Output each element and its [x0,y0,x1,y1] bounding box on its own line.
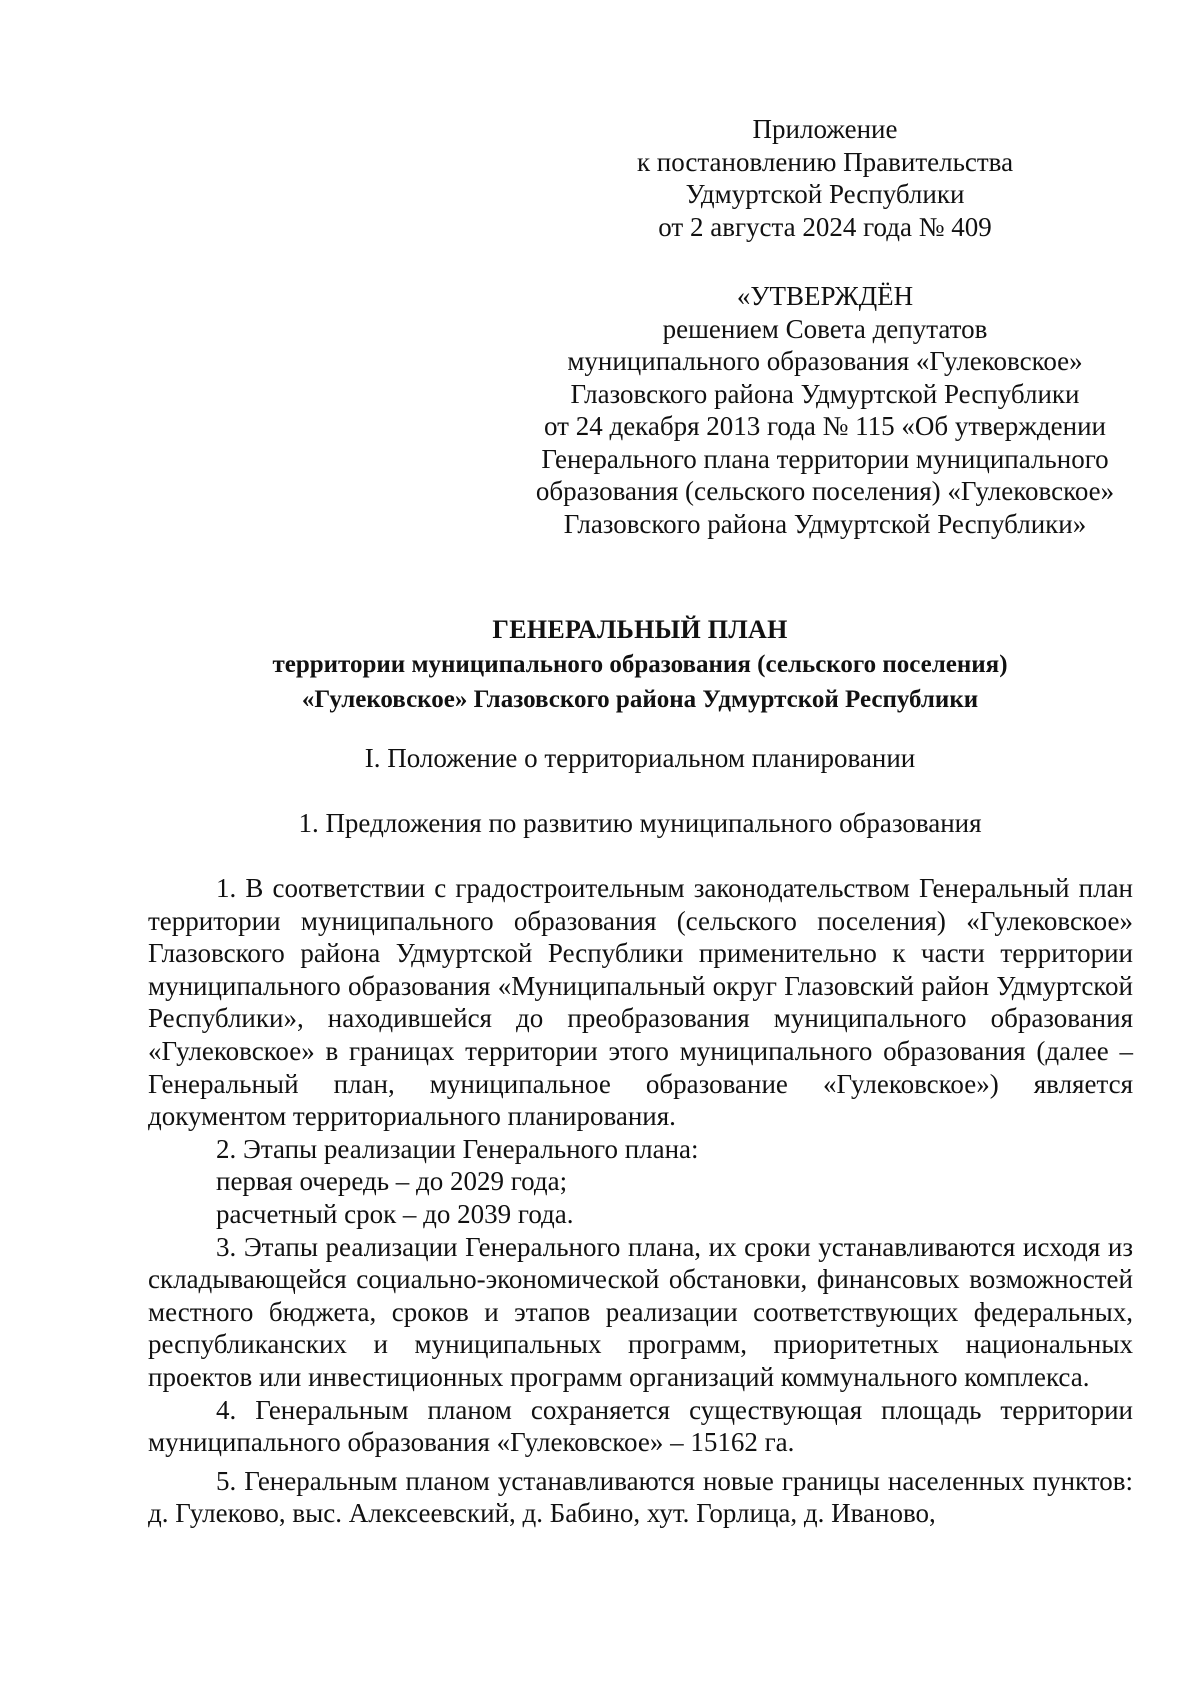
approval-stamp [505,280,1145,540]
paragraph-5: 5. Генеральным планом устанавливаются новые границы населенных пунктов: д. Гулеково, выс. Алексеевский, д. Бабино, хут. Горлица, д. Иваново, [148,1465,1133,1529]
title-main: ГЕНЕРАЛЬНЫЙ ПЛАН [492,615,788,644]
paragraph-2: 2. Этапы реализации Генерального плана: [216,1133,699,1164]
appendix-line: к постановлению Правительства [636,146,1014,177]
approval-line: решением Совета депутатов [662,313,988,344]
approval-line: Генерального плана территории муниципального [541,443,1109,474]
approval-line: от 24 декабря 2013 года № 115 «Об утверждении [544,411,1106,441]
paragraph-1: 1. В соответствии с градостроительным законодательством Генеральный план территории муниципального образования (сельского поселения) «Гулековское» Глазовского района Удмуртской Республики применительно к части территории муниципального образования «Муниципальный округ Глазовский район Удмуртской Республики», находившейся до преобразования муниципального образования «Гулековское» в границах территории этого муниципального образования (далее – Генеральный план, муниципальное образование «Гулековское») является документом территориального планирования. [148,873,1133,1132]
paragraph-4: 4. Генеральным планом сохраняется существующая площадь территории муниципального образования «Гулековское» – 15162 га. [148,1394,1133,1458]
title-line: «Гулековское» Глазовского района Удмуртской Республики [301,686,979,713]
appendix-header [505,113,1145,243]
approval-line: образования (сельского поселения) «Гулековское» [535,476,1115,506]
approval-line: «УТВЕРЖДЁН [736,281,914,311]
approval-line: муниципального образования «Гулековское» [567,346,1083,376]
approval-line: Глазовского района Удмуртской Республики [570,378,1080,409]
appendix-line: Приложение [752,114,898,144]
document-body [148,872,1133,1530]
appendix-line: Удмуртской Республики [685,179,965,209]
title-line: территории муниципального образования (сельского поселения) [272,651,1008,678]
appendix-line: от 2 августа 2024 года № 409 [658,211,992,242]
stage-item: расчетный срок – до 2039 года. [216,1198,574,1229]
paragraph-3: 3. Этапы реализации Генерального плана, их сроки устанавливаются исходя из складывающейся социально-экономической обстановки, финансовых возможностей местного бюджета, сроков и этапов реализации соответствующих федеральных, республиканских и муниципальных программ, приоритетных национальных проектов или инвестиционных программ организаций коммунального комплекса. [148,1231,1133,1392]
approval-line: Глазовского района Удмуртской Республики» [563,508,1087,539]
stage-item: первая очередь – до 2029 года; [216,1166,568,1197]
section-heading: I. Положение о территориальном планировании [364,743,916,773]
subsection-heading: 1. Предложения по развитию муниципального образования [298,808,982,838]
document-title [140,612,1140,717]
